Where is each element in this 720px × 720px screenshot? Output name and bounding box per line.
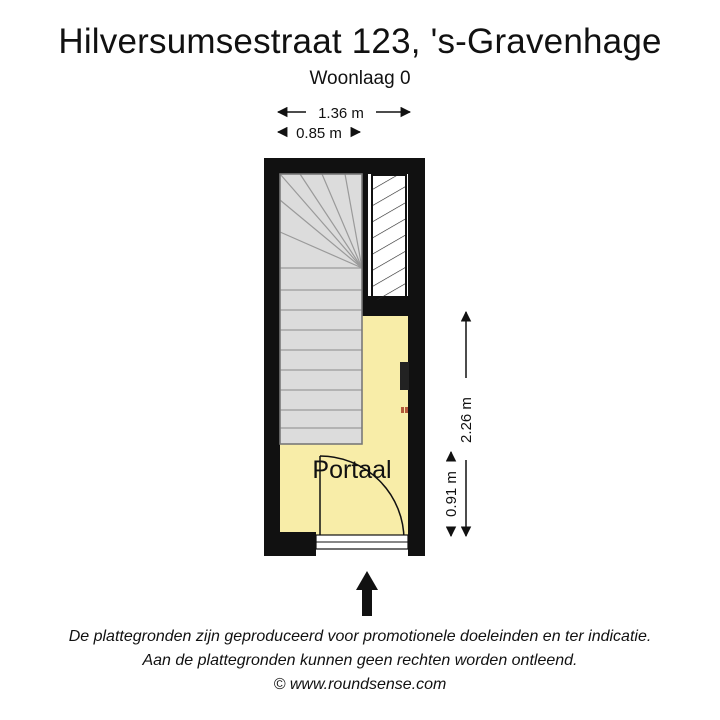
dimension-right-inner-label: 0.91 m xyxy=(443,471,460,517)
entrance-arrow-icon xyxy=(356,571,378,616)
dimension-top-inner-label: 0.85 m xyxy=(296,125,342,142)
meter-box xyxy=(400,362,409,390)
disclaimer-line-2: Aan de plattegronden kunnen geen rechten worden ontleend. xyxy=(142,652,578,669)
plan-title: Hilversumsestraat 123, 's-Gravenhage xyxy=(58,22,662,61)
staircase xyxy=(280,174,362,444)
room-label-portaal: Portaal xyxy=(312,456,392,484)
dimension-top-outer-label: 1.36 m xyxy=(318,105,364,122)
dimension-top-inner xyxy=(278,125,360,142)
floor-level: Woonlaag 0 xyxy=(309,68,411,89)
disclaimer-line-1: De plattegronden zijn geproduceerd voor promotionele doeleinden en ter indicatie. xyxy=(68,628,652,645)
copyright-link[interactable]: © www.roundsense.com xyxy=(273,676,447,693)
dimension-right-outer xyxy=(458,312,475,536)
dimension-right-outer-label: 2.26 m xyxy=(458,397,475,443)
dimension-top-outer xyxy=(278,105,410,122)
dimension-right-inner xyxy=(443,452,460,536)
shaft-hatched xyxy=(372,175,406,301)
